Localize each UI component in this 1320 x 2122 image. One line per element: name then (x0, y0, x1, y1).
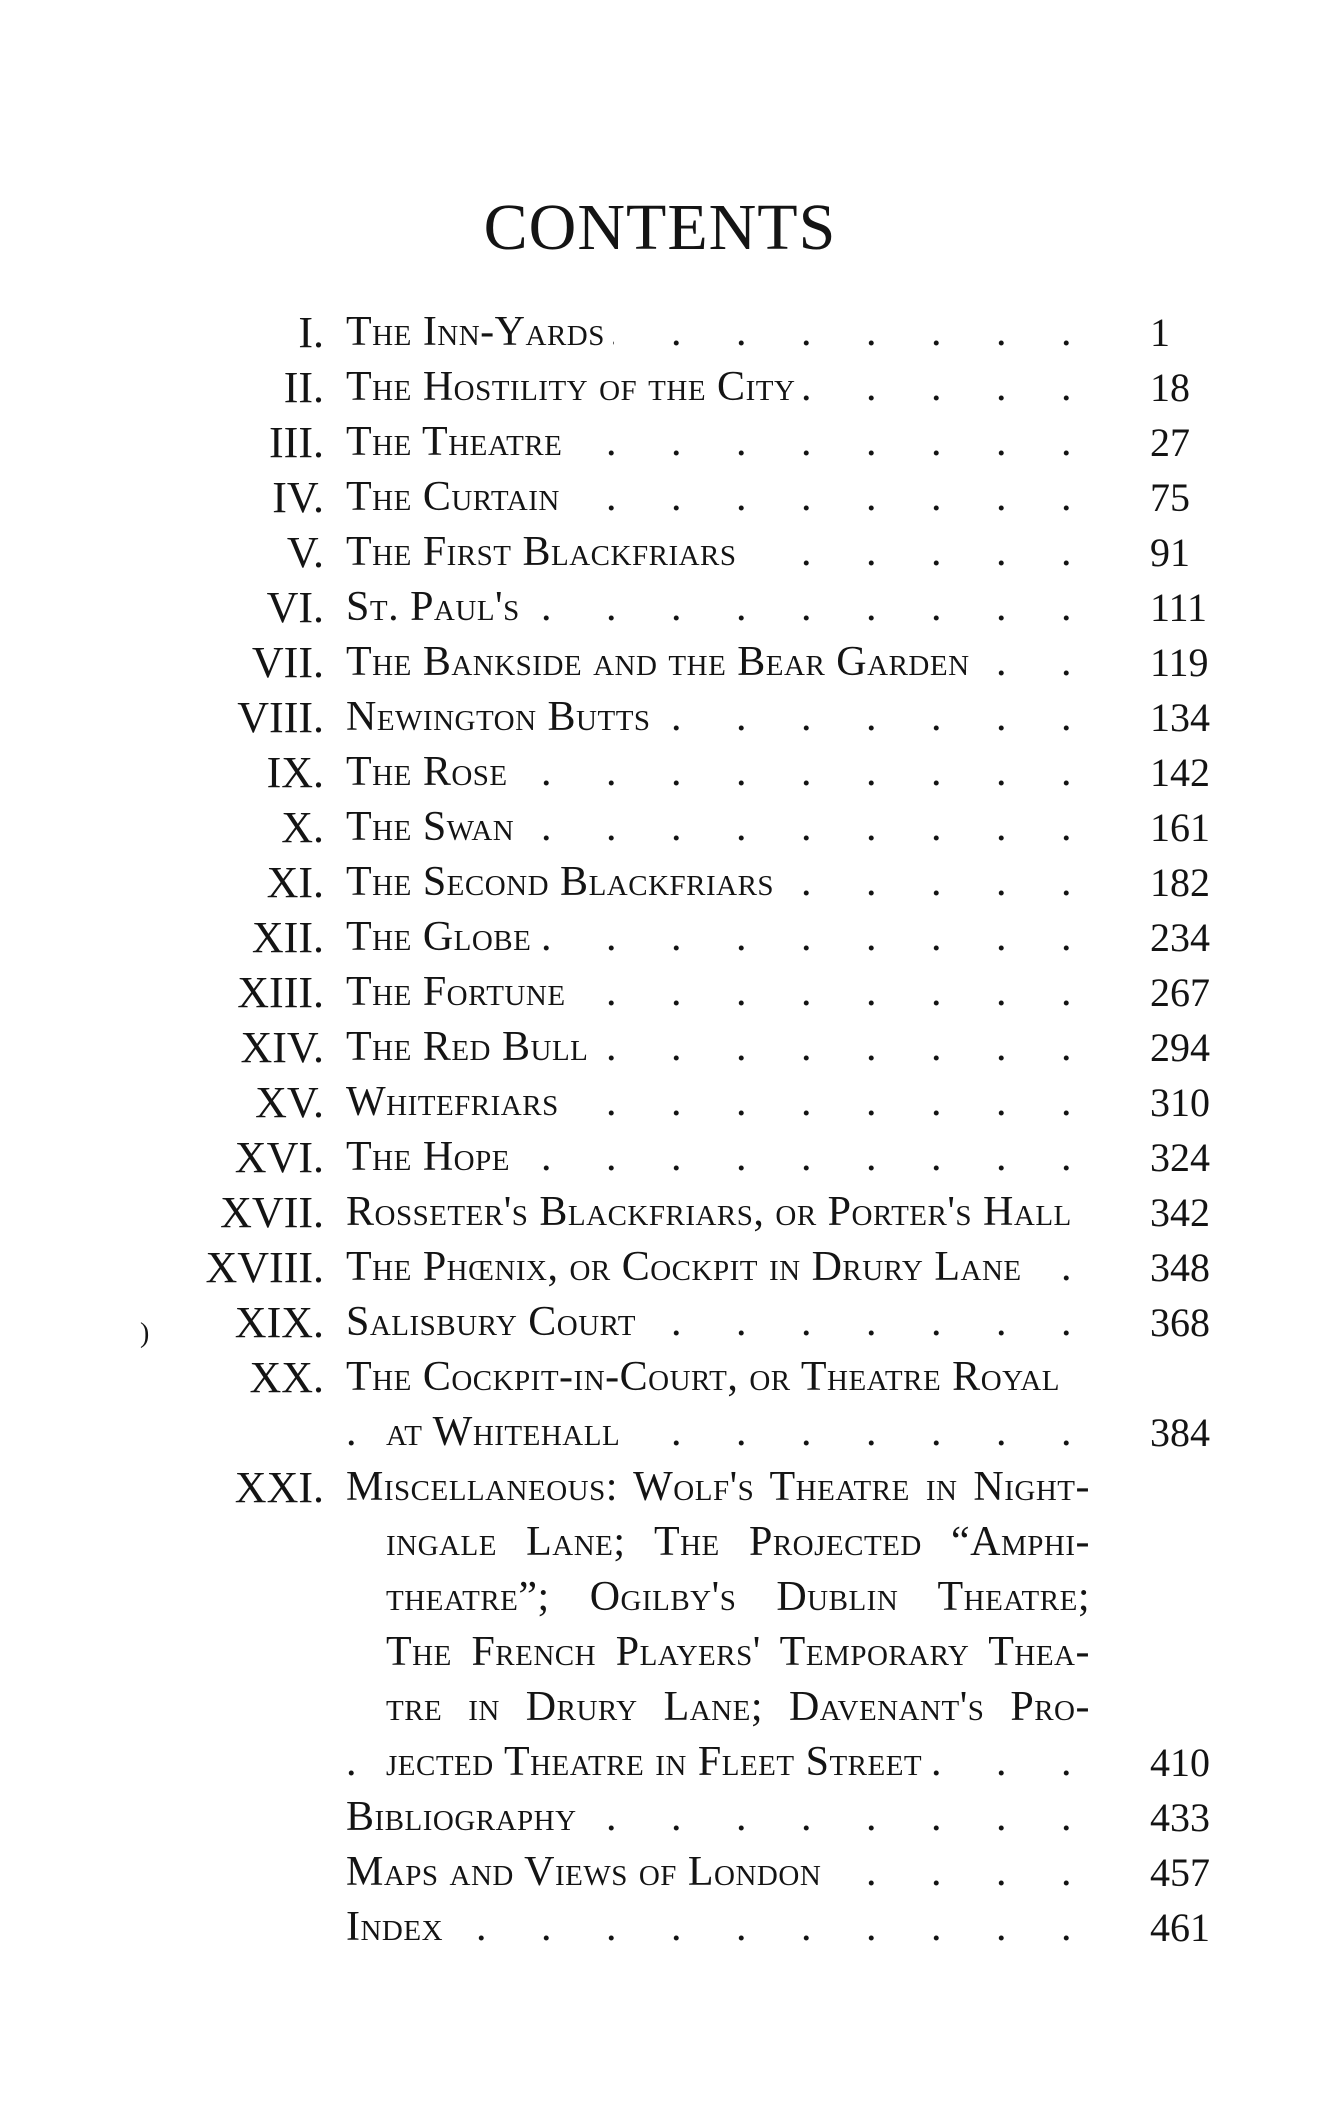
page-number: 410 (1150, 1740, 1210, 1785)
toc-entry[interactable] (0, 745, 1320, 800)
page-number: 75 (1150, 475, 1190, 520)
toc-entry[interactable] (0, 1130, 1320, 1185)
back-matter-title: Maps and Views of London (346, 1849, 829, 1895)
chapter-number: IV. (272, 473, 324, 522)
chapter-title: Whitefriars (346, 1079, 567, 1125)
chapter-title: Salisbury Court (346, 1299, 644, 1345)
chapter-title-line: The French Players' Temporary Thea- (386, 1629, 1090, 1675)
toc-entry[interactable] (0, 1075, 1320, 1130)
chapter-title: The Hope (346, 1134, 518, 1180)
chapter-number: III. (269, 418, 324, 467)
chapter-number: VII. (251, 638, 324, 687)
chapter-title: The First Blackfriars (346, 529, 745, 575)
chapter-title-line: tre in Drury Lane; Davenant's Pro- (386, 1684, 1090, 1730)
chapter-number: VI. (266, 583, 324, 632)
page-number: 1 (1150, 310, 1170, 355)
page-number: 111 (1150, 585, 1208, 630)
chapter-title: St. Paul's (346, 584, 528, 630)
toc-entry[interactable] (0, 1185, 1320, 1240)
chapter-number: XIV. (240, 1023, 324, 1072)
chapter-number: XI. (266, 858, 324, 907)
toc-entry[interactable] (0, 1020, 1320, 1075)
page-number: 324 (1150, 1135, 1210, 1180)
chapter-title: The Hostility of the City (346, 364, 803, 410)
toc-entry[interactable] (0, 1900, 1320, 1955)
toc-entry[interactable] (0, 855, 1320, 910)
page-number: 348 (1150, 1245, 1210, 1290)
toc-entry[interactable] (0, 635, 1320, 690)
toc-entry[interactable] (0, 800, 1320, 855)
chapter-title: Rosseter's Blackfriars, or Porter's Hall (346, 1189, 1080, 1235)
toc-entry[interactable] (0, 690, 1320, 745)
chapter-title-line: ingale Lane; The Projected “Amphi- (386, 1519, 1090, 1565)
page-number: 161 (1150, 805, 1210, 850)
chapter-number: XX. (249, 1353, 324, 1402)
toc-entry[interactable] (0, 1790, 1320, 1845)
toc-entry[interactable] (0, 1845, 1320, 1900)
page-number: 294 (1150, 1025, 1210, 1070)
chapter-title: The Fortune (346, 969, 574, 1015)
page-title: CONTENTS (483, 191, 837, 264)
chapter-title: The Inn-Yards (346, 309, 613, 355)
margin-mark: ) (140, 1318, 150, 1349)
chapter-title: The Red Bull (346, 1024, 596, 1070)
chapter-title: The Swan (346, 804, 522, 850)
chapter-title: The Curtain (346, 474, 568, 520)
toc-entry[interactable] (0, 470, 1320, 525)
page-number: 461 (1150, 1905, 1210, 1950)
chapter-title: The Rose (346, 749, 516, 795)
chapter-title-line: jected Theatre in Fleet Street (386, 1739, 930, 1785)
chapter-title: The Bankside and the Bear Garden (346, 639, 978, 685)
chapter-number: I. (298, 308, 324, 357)
chapter-title-line: The Cockpit-in-Court, or Theatre Royal (346, 1354, 1061, 1400)
page-number: 234 (1150, 915, 1210, 960)
chapter-title: The Globe (346, 914, 539, 960)
page-number: 27 (1150, 420, 1190, 465)
chapter-number: XVIII. (205, 1243, 324, 1292)
chapter-title: The Second Blackfriars (346, 859, 782, 905)
page-number: 384 (1150, 1410, 1210, 1455)
chapter-number: XIII. (237, 968, 324, 1017)
toc-entry[interactable] (0, 1460, 1320, 1790)
toc-entry[interactable] (0, 580, 1320, 635)
toc-entry[interactable] (0, 910, 1320, 965)
page-number: 91 (1150, 530, 1190, 575)
chapter-number: XVII. (220, 1188, 324, 1237)
toc-entry[interactable] (0, 415, 1320, 470)
page-number: 18 (1150, 365, 1190, 410)
chapter-number: XXI. (234, 1463, 324, 1512)
page-number: 368 (1150, 1300, 1210, 1345)
chapter-number: X. (281, 803, 324, 852)
toc-entry[interactable] (0, 360, 1320, 415)
chapter-title-line: Miscellaneous: Wolf's Theatre in Night- (346, 1464, 1090, 1510)
chapter-title: The Phœnix, or Cockpit in Drury Lane (346, 1244, 1030, 1290)
toc-entry[interactable] (0, 1240, 1320, 1295)
chapter-number: XIX. (234, 1298, 324, 1347)
chapter-title-line: at Whitehall (386, 1409, 628, 1455)
toc-entry[interactable] (0, 525, 1320, 580)
page-number: 134 (1150, 695, 1210, 740)
toc-entry[interactable] (0, 1350, 1320, 1460)
page-number: 342 (1150, 1190, 1210, 1235)
toc-entry[interactable] (0, 965, 1320, 1020)
chapter-title: The Theatre (346, 419, 570, 465)
back-matter-title: Bibliography (346, 1794, 585, 1840)
chapter-number: II. (283, 363, 324, 412)
page-number: 310 (1150, 1080, 1210, 1125)
chapter-number: VIII. (237, 693, 324, 742)
page-number: 267 (1150, 970, 1210, 1015)
toc-entry[interactable] (0, 305, 1320, 360)
chapter-number: V. (286, 528, 324, 577)
contents-list (0, 305, 1320, 1955)
back-matter-title: Index (346, 1904, 451, 1950)
page-number: 457 (1150, 1850, 1210, 1895)
toc-entry[interactable] (0, 1295, 1320, 1350)
chapter-title: Newington Butts (346, 694, 659, 740)
chapter-number: XVI. (234, 1133, 324, 1182)
page-number: 433 (1150, 1795, 1210, 1840)
chapter-number: XV. (255, 1078, 324, 1127)
page-number: 142 (1150, 750, 1210, 795)
page-number: 119 (1150, 640, 1209, 685)
chapter-number: IX. (266, 748, 324, 797)
chapter-title-line: theatre”; Ogilby's Dublin Theatre; (386, 1574, 1090, 1620)
page-number: 182 (1150, 860, 1210, 905)
chapter-number: XII. (251, 913, 324, 962)
